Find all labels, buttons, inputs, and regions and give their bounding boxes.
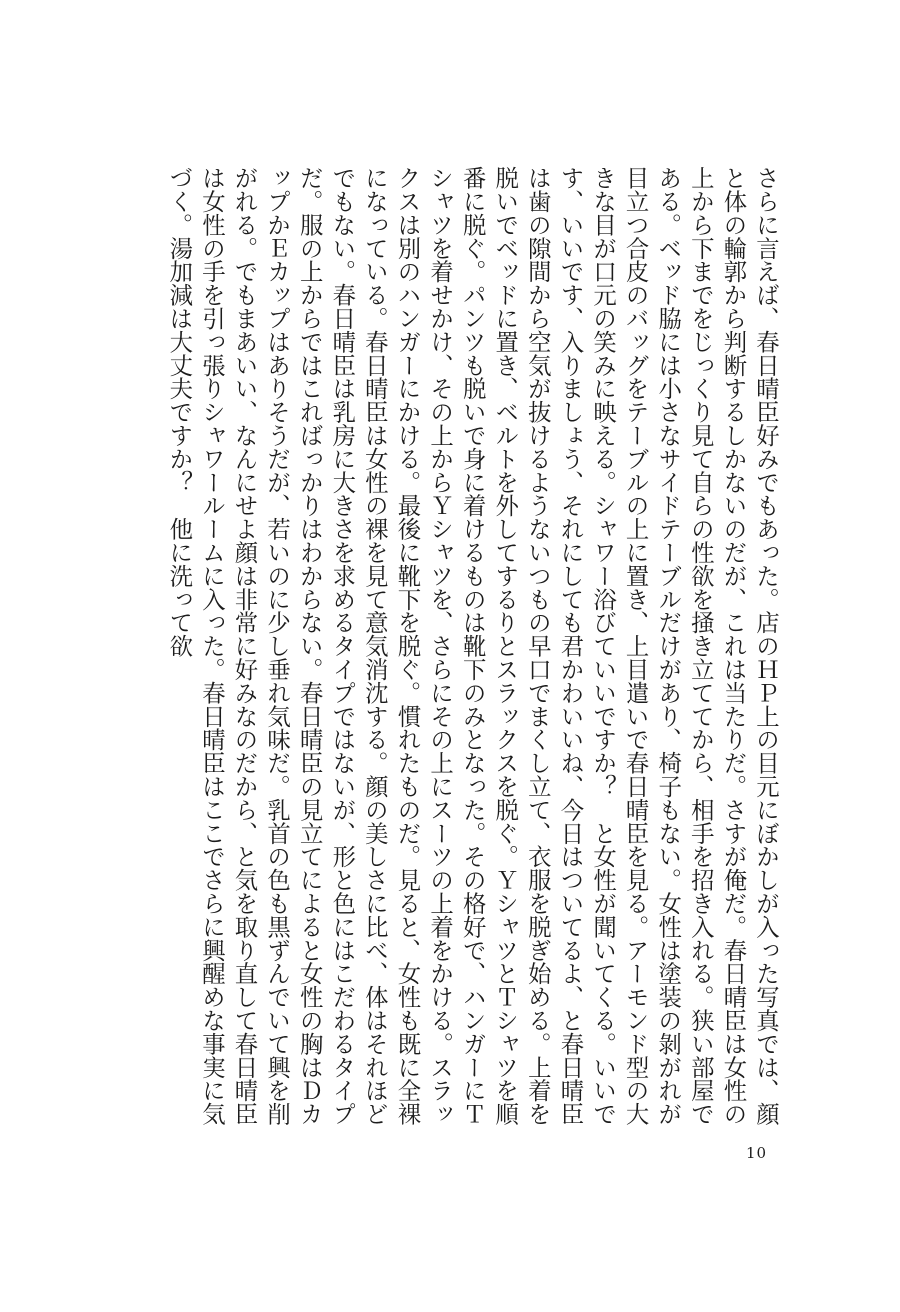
- page-number: 10: [746, 1144, 768, 1162]
- paragraph: さらに言えば、春日晴臣好みでもあった。店のＨＰ上の目元にぼかしが入った写真では、顔と体の輪郭から判断するしかないのだが、これは当たりだ。さすが俺だ。春日晴臣は女性の上から下までをじっくり見て自らの性欲を掻き立ててから、相手を招き入れる。狭い部屋である。ベッド脇には小さなサイドテーブルだけがあり、椅子もない。女性は塗装の剝がれが目立つ合皮のバッグをテーブルの上に置き、上目遣いで春日晴臣を見る。アーモンド型の大きな目が口元の笑みに映える。シャワー浴びていいですか？ と女性が聞いてくる。いいです、いいです、入りましょう、それにしても君かわいいね、今日はついてるよ、と春日晴臣は歯の隙間から空気が抜けるようないつもの早口でまくし立て、衣服を脱ぎ始める。上着を脱いでベッドに置き、ベルトを外してするりとスラックスを脱ぐ。ＹシャツとＴシャツを順番に脱ぐ。パンツも脱いで身に着けるものは靴下のみとなった。その格好で、ハンガーにＴシャツを着せかけ、その上からＹシャツを、さらにその上にスーツの上着をかける。スラックスは別のハンガーにかける。最後に靴下を脱ぐ。慣れたものだ。見ると、女性も既に全裸になっている。春日晴臣は女性の裸を見て意気消沈する。顔の美しさに比べ、体はそれほどでもない。春日晴臣は乳房に大きさを求めるタイプではないが、形と色にはこだわるタイプだ。服の上からではこればっかりはわからない。春日晴臣の見立てによると女性の胸はＤカップかＥカップはありそうだが、若いのに少し垂れ気味だ。乳首の色も黒ずんでいて興を削がれる。でもまあいい、なんにせよ顔は非常に好みなのだから、と気を取り直して春日晴臣は女性の手を引っ張りシャワールームに入った。春日晴臣はここでさらに興醒めな事実に気づく。湯加減は大丈夫ですか？ 他に洗って欲: [165, 166, 780, 1126]
- body-text: [102, 166, 782, 1126]
